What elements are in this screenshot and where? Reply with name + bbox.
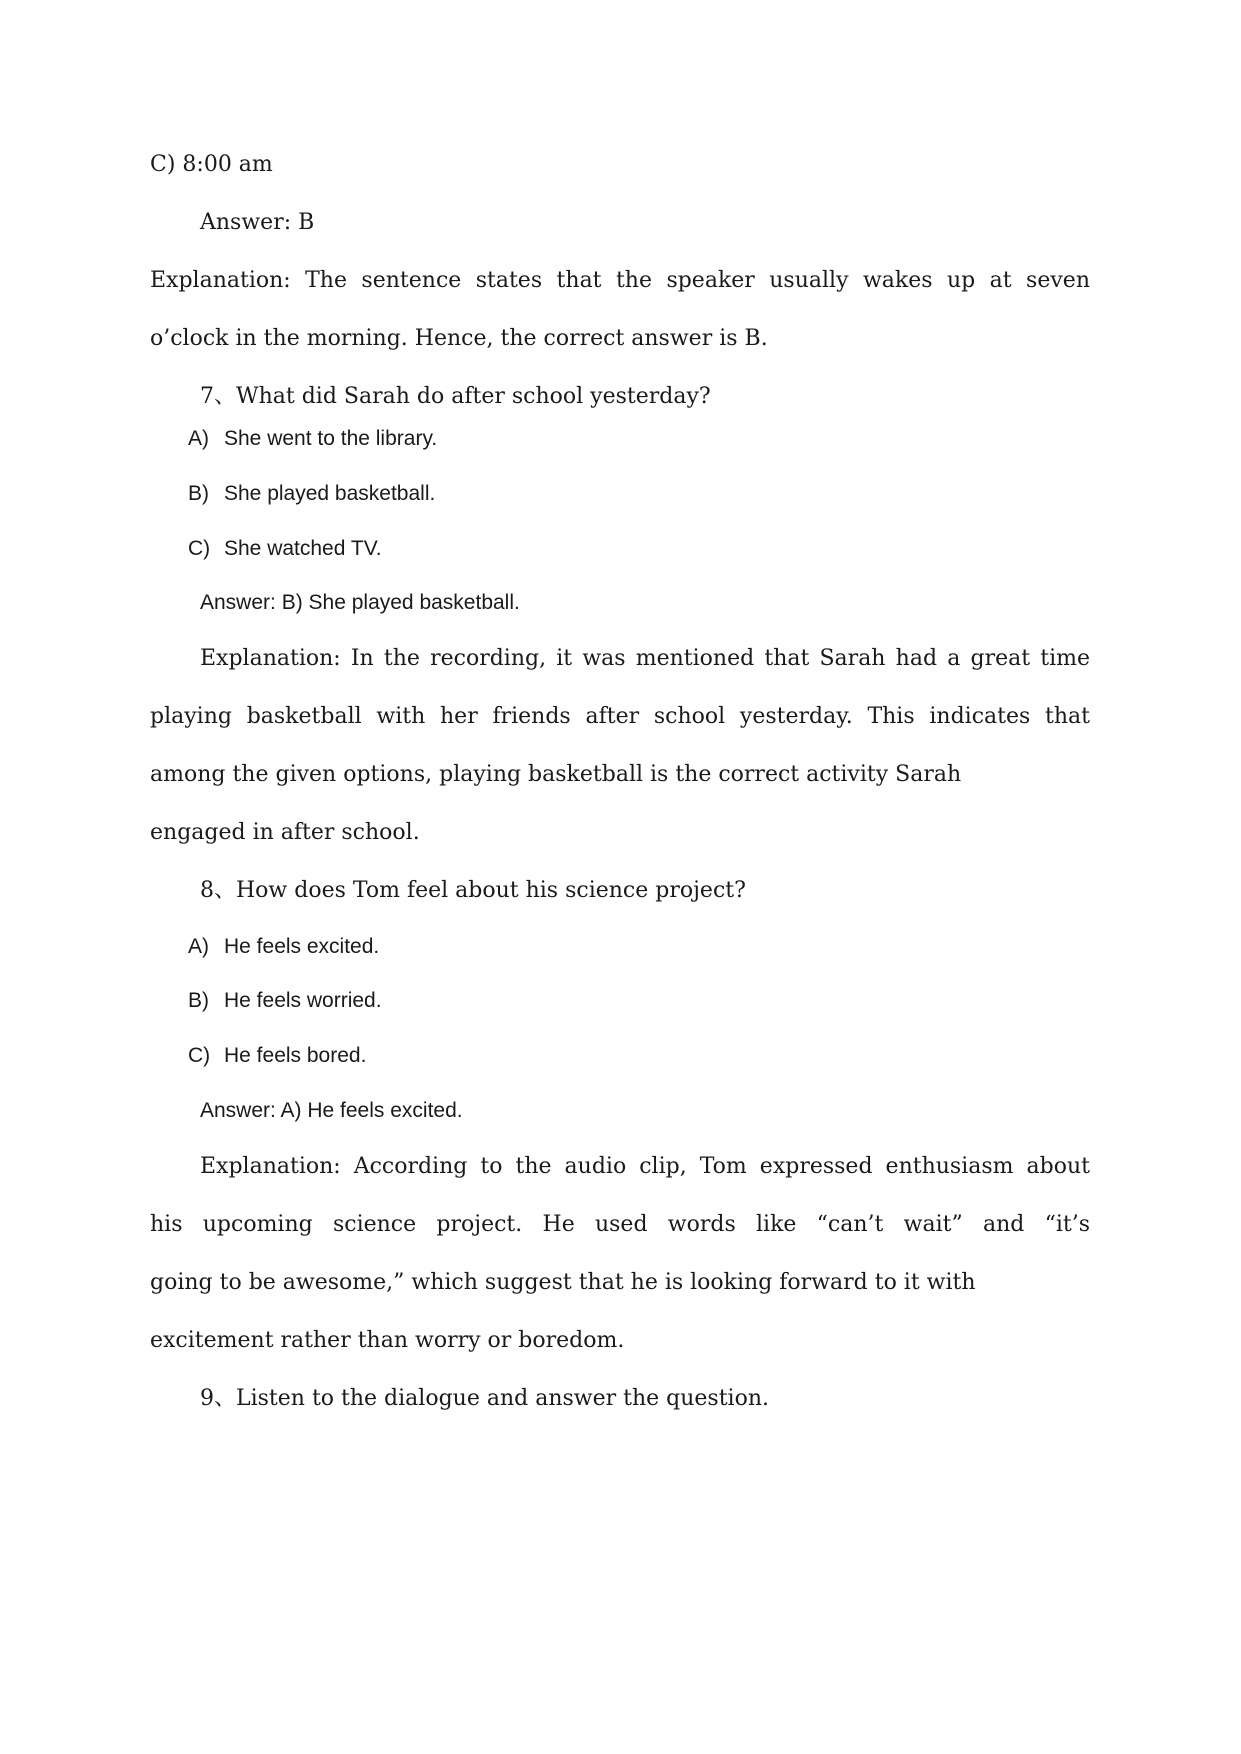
option-text: She played basketball. (224, 482, 436, 505)
explanation-line: Explanation: The sentence states that the speaker usually wakes up at seven (150, 268, 1090, 293)
q8-option-c (188, 1041, 366, 1071)
q8-option-a (188, 932, 379, 962)
explanation-line: o’clock in the morning. Hence, the correct answer is B. (150, 326, 768, 351)
answer-line: Answer: B (200, 210, 315, 235)
q7-option-c (188, 534, 382, 564)
option-text: She went to the library. (224, 427, 438, 450)
option-letter: B) (188, 989, 209, 1012)
q7-option-b (188, 479, 435, 509)
option-letter: A) (188, 427, 209, 450)
option-text: He feels excited. (224, 935, 380, 958)
question-7: 7、What did Sarah do after school yesterday? (200, 384, 711, 409)
q7-answer: Answer: B) She played basketball. (200, 591, 520, 614)
option-letter: C) (188, 1044, 211, 1067)
option-letter: A) (188, 935, 209, 958)
q8-explanation-line: his upcoming science project. He used words like “can’t wait” and “it’s (150, 1212, 1090, 1237)
q7-explanation-line: engaged in after school. (150, 820, 420, 845)
question-8: 8、How does Tom feel about his science project? (200, 878, 746, 903)
q7-explanation-line: Explanation: In the recording, it was mentioned that Sarah had a great time (200, 646, 1090, 671)
q8-option-b (188, 986, 382, 1016)
q7-explanation-line: among the given options, playing basketball is the correct activity Sarah (150, 762, 962, 787)
q8-explanation-line: going to be awesome,” which suggest that he is looking forward to it with (150, 1270, 976, 1295)
q8-explanation-line: Explanation: According to the audio clip, Tom expressed enthusiasm about (200, 1154, 1090, 1179)
q8-explanation-line: excitement rather than worry or boredom. (150, 1328, 625, 1353)
q8-answer: Answer: A) He feels excited. (200, 1099, 463, 1122)
q7-explanation-line: playing basketball with her friends after school yesterday. This indicates that (150, 704, 1090, 729)
option-letter: B) (188, 482, 209, 505)
option-text: He feels bored. (224, 1044, 367, 1067)
question-9: 9、Listen to the dialogue and answer the question. (200, 1386, 770, 1411)
option-text: He feels worried. (224, 989, 382, 1012)
q7-option-a (188, 424, 437, 454)
option-letter: C) (188, 537, 211, 560)
option-c-line: C) 8:00 am (150, 152, 273, 177)
option-text: She watched TV. (224, 537, 382, 560)
